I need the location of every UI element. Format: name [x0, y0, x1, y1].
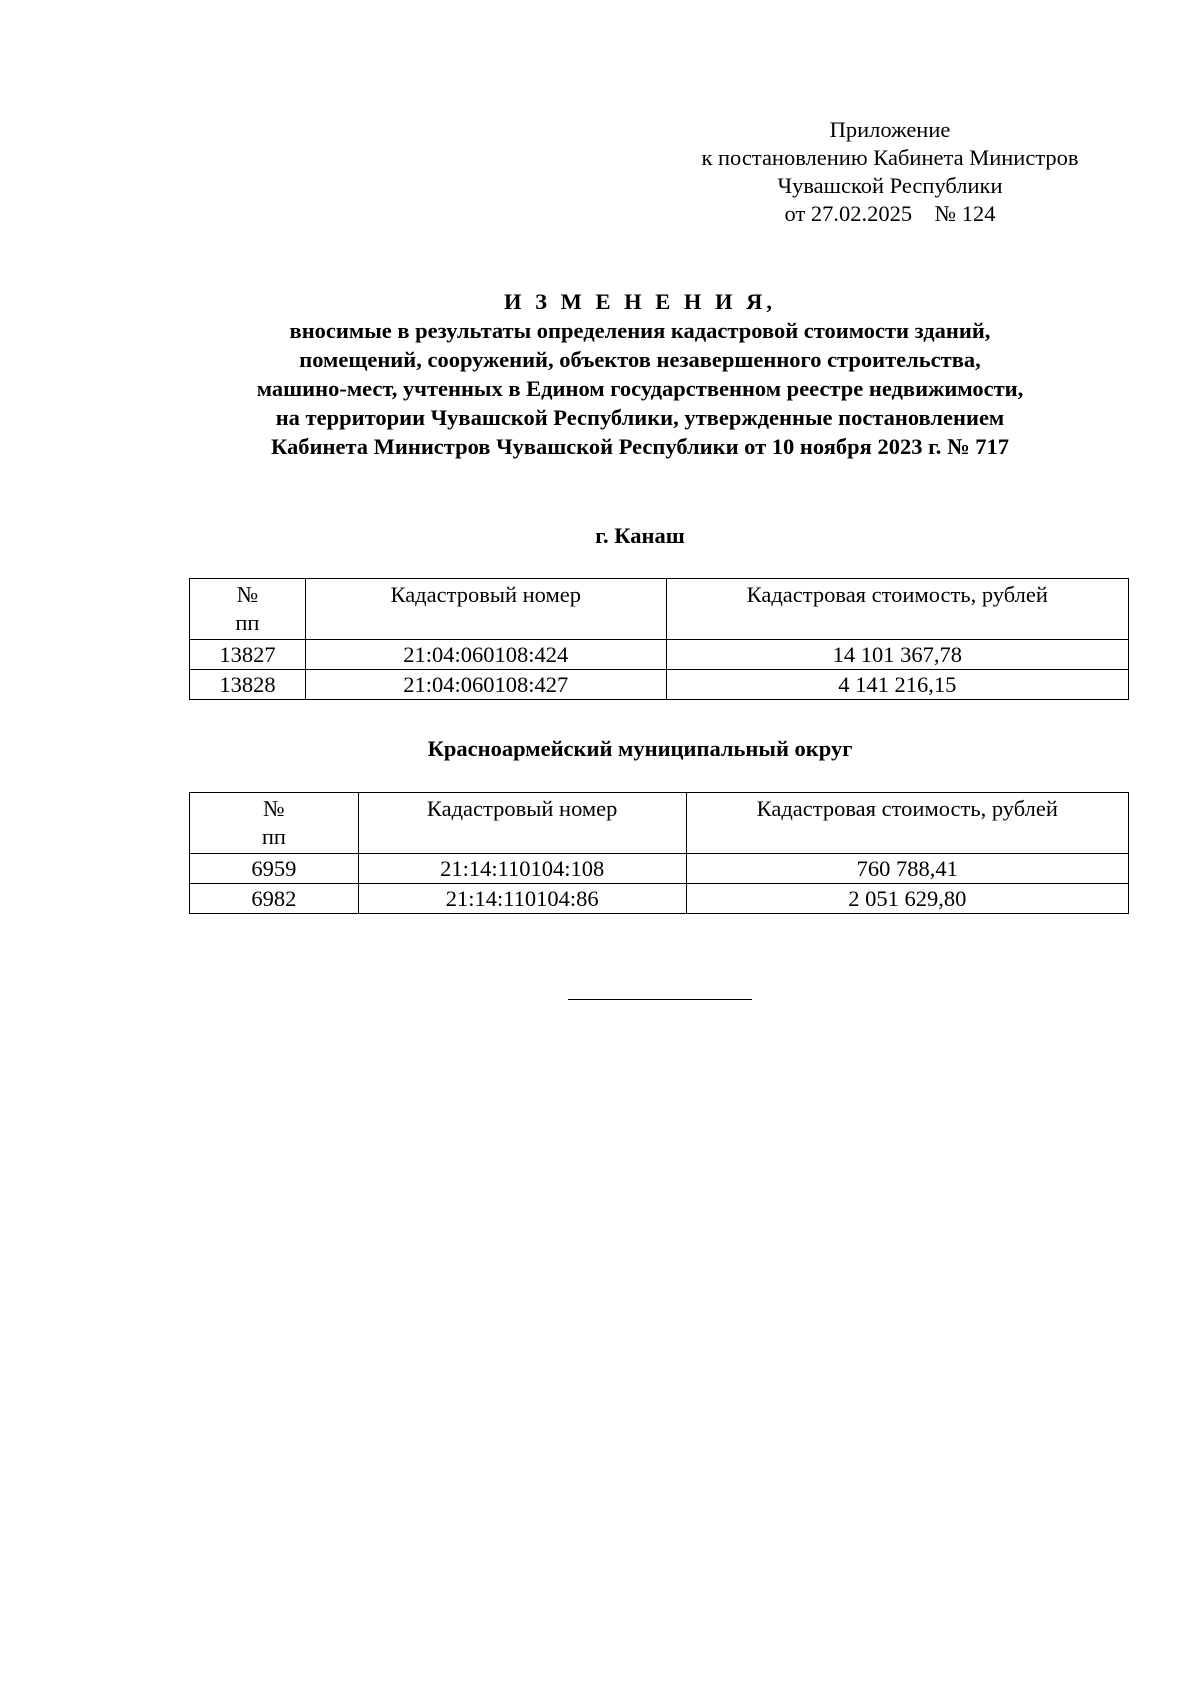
title-heading: И З М Е Н Е Н И Я,	[503, 289, 776, 314]
row-cadastral-number: 21:14:110104:86	[358, 884, 686, 914]
document-title	[190, 287, 1090, 461]
row-cadastral-value: 14 101 367,78	[666, 640, 1128, 670]
row-cadastral-number: 21:04:060108:424	[305, 640, 666, 670]
header-cadastral-value: Кадастровая стоимость, рублей	[666, 579, 1128, 640]
row-cadastral-number: 21:04:060108:427	[305, 670, 666, 700]
row-cadastral-value: 2 051 629,80	[686, 884, 1128, 914]
table-row	[190, 640, 1129, 670]
appendix-republic: Чувашской Республики	[777, 173, 1003, 198]
cadastral-table-krasnoarmeysky	[189, 792, 1129, 914]
header-number	[190, 579, 306, 640]
table-header-row	[190, 793, 1129, 854]
header-number-abbrev: пп	[261, 824, 286, 849]
table-row	[190, 854, 1129, 884]
title-line: на территории Чувашской Республики, утвержденные постановлением	[275, 405, 1005, 430]
row-number: 13828	[190, 670, 306, 700]
title-line: помещений, сооружений, объектов незавершенного строительства,	[299, 347, 981, 372]
appendix-block	[670, 116, 1110, 228]
header-cadastral-number: Кадастровый номер	[305, 579, 666, 640]
row-cadastral-value: 4 141 216,15	[666, 670, 1128, 700]
appendix-date-number: от 27.02.2025 № 124	[784, 201, 996, 226]
row-cadastral-number: 21:14:110104:108	[358, 854, 686, 884]
cadastral-table-kanash	[189, 578, 1129, 700]
appendix-resolution-ref: к постановлению Кабинета Министров	[701, 145, 1079, 170]
header-number-abbrev: пп	[235, 610, 260, 635]
table-row	[190, 670, 1129, 700]
header-number-symbol: №	[236, 582, 259, 607]
header-number-symbol: №	[263, 796, 285, 821]
closing-divider	[568, 999, 752, 1000]
row-cadastral-value: 760 788,41	[686, 854, 1128, 884]
row-number: 13827	[190, 640, 306, 670]
title-line: Кабинета Министров Чувашской Республики от 10 ноября 2023 г. № 717	[271, 434, 1009, 459]
row-number: 6959	[190, 854, 359, 884]
row-number: 6982	[190, 884, 359, 914]
section-title-kanash: г. Канаш	[595, 523, 685, 548]
header-cadastral-value: Кадастровая стоимость, рублей	[686, 793, 1128, 854]
title-line: машино-мест, учтенных в Едином государственном реестре недвижимости,	[256, 376, 1024, 401]
table-header-row	[190, 579, 1129, 640]
appendix-label: Приложение	[829, 117, 951, 142]
header-number	[190, 793, 359, 854]
title-line: вносимые в результаты определения кадастровой стоимости зданий,	[289, 318, 991, 343]
section-title-krasnoarmeysky: Красноармейский муниципальный округ	[427, 736, 853, 761]
table-row	[190, 884, 1129, 914]
header-cadastral-number: Кадастровый номер	[358, 793, 686, 854]
